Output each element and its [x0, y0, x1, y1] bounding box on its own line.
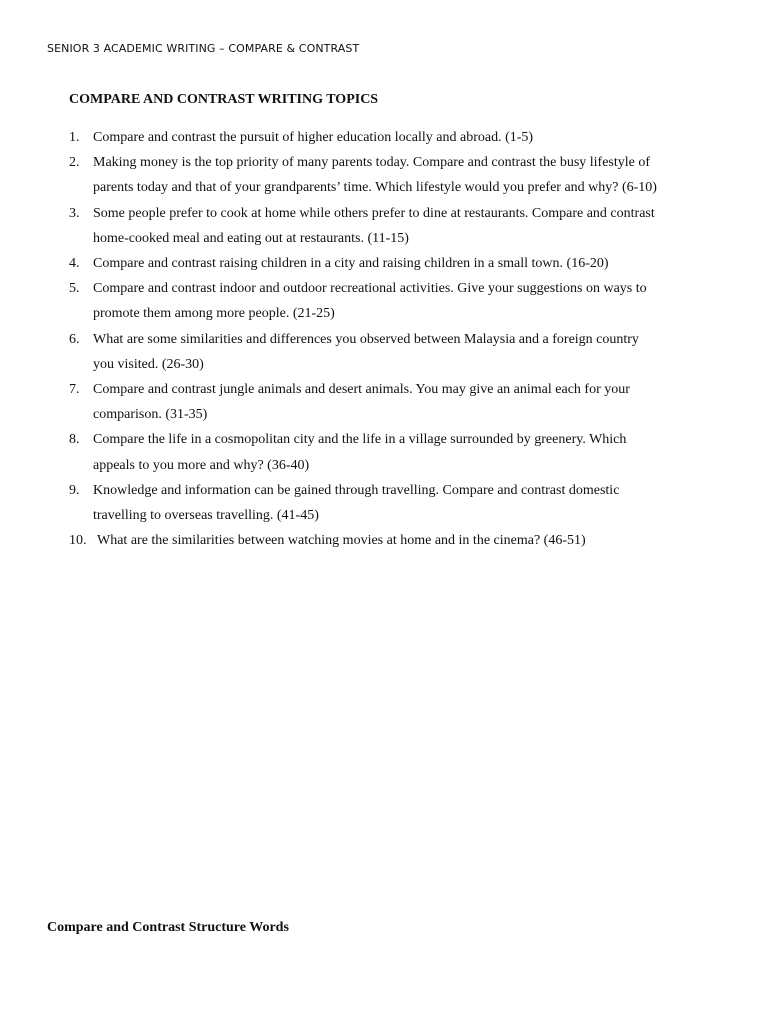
topic-line: Compare the life in a cosmopolitan city and the life in a village surrounded by greenery. Which [93, 432, 627, 448]
topic-item-9 [69, 478, 729, 528]
topic-item-7 [69, 377, 729, 427]
topic-number: 9. [69, 482, 80, 498]
topic-line: What are some similarities and differences you observed between Malaysia and a foreign country [93, 331, 639, 347]
topic-list [69, 125, 729, 553]
topic-line: Compare and contrast indoor and outdoor recreational activities. Give your suggestions on ways to [93, 281, 647, 297]
topic-text [93, 150, 729, 200]
topic-item-8 [69, 427, 729, 477]
topic-text [97, 528, 729, 553]
topic-text [93, 201, 729, 251]
structure-words-heading: Compare and Contrast Structure Words [47, 920, 289, 935]
topic-item-2 [69, 150, 729, 200]
topic-text [93, 276, 729, 326]
topic-text [93, 377, 729, 427]
topic-item-6 [69, 327, 729, 377]
topic-item-10 [69, 528, 729, 553]
topic-line: Compare and contrast the pursuit of higher education locally and abroad. (1-5) [93, 130, 534, 145]
page-header: SENIOR 3 ACADEMIC WRITING – COMPARE & CONTRAST [47, 42, 360, 55]
topic-number: 5. [69, 281, 80, 297]
topic-text [93, 478, 729, 528]
topic-number: 3. [69, 205, 80, 221]
topic-line: Compare and contrast raising children in a city and raising children in a small town. (16-20) [93, 256, 609, 272]
topic-line: travelling to overseas travelling. (41-45) [93, 508, 319, 524]
topic-line: you visited. (26-30) [93, 356, 204, 372]
topic-line: Some people prefer to cook at home while others prefer to dine at restaurants. Compare and contrast [93, 205, 655, 221]
topic-number: 8. [69, 432, 80, 448]
topic-line: appeals to you more and why? (36-40) [93, 457, 310, 473]
topic-number: 4. [69, 256, 80, 272]
topic-text [93, 251, 729, 276]
topic-number: 7. [69, 382, 80, 398]
topic-number: 1. [69, 130, 80, 145]
topic-item-5 [69, 276, 729, 326]
topic-item-1 [69, 125, 729, 150]
topic-item-3 [69, 201, 729, 251]
section-title: COMPARE AND CONTRAST WRITING TOPICS [69, 92, 379, 107]
topic-line: home-cooked meal and eating out at restaurants. (11-15) [93, 230, 409, 246]
topic-text [93, 125, 729, 150]
topic-line: Making money is the top priority of many parents today. Compare and contrast the busy lifestyle of [93, 155, 651, 171]
topic-number: 10. [69, 533, 87, 549]
topic-line: parents today and that of your grandparents’ time. Which lifestyle would you prefer and why? (6-10) [93, 180, 657, 196]
topic-text [93, 327, 729, 377]
topic-line: promote them among more people. (21-25) [93, 306, 335, 322]
topic-line: Compare and contrast jungle animals and desert animals. You may give an animal each for your [93, 382, 630, 398]
topic-item-4 [69, 251, 729, 276]
topic-line: comparison. (31-35) [93, 407, 208, 423]
topic-line: Knowledge and information can be gained through travelling. Compare and contrast domestic [93, 482, 620, 498]
topic-number: 6. [69, 331, 80, 347]
topic-line: What are the similarities between watching movies at home and in the cinema? (46-51) [97, 533, 586, 549]
topic-text [93, 427, 729, 477]
topic-number: 2. [69, 155, 80, 171]
